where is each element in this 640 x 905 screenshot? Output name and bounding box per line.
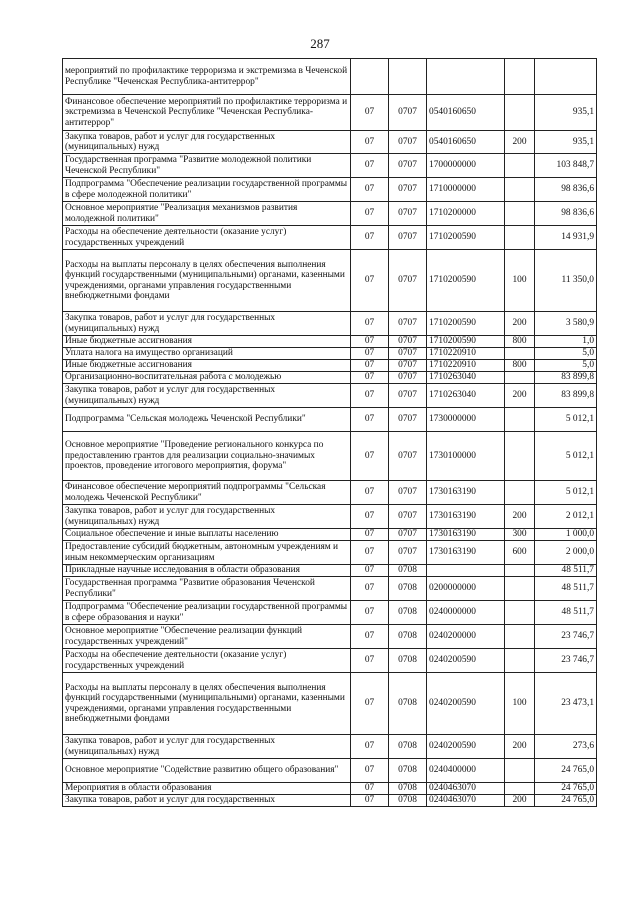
section-code-cell: 07	[351, 360, 389, 372]
amount-cell	[535, 59, 597, 95]
expense-type-cell	[505, 95, 535, 131]
target-article-cell	[427, 59, 505, 95]
expense-name-cell: Закупка товаров, работ и услуг для государственных (муниципальных) нужд	[63, 735, 351, 759]
table-row	[63, 783, 597, 795]
target-article-cell: 1710200590	[427, 250, 505, 312]
section-code-cell: 07	[351, 759, 389, 783]
amount-cell: 98 836,6	[535, 202, 597, 226]
amount-cell: 23 746,7	[535, 625, 597, 649]
section-code-cell: 07	[351, 312, 389, 336]
expense-name-cell: Основное мероприятие "Реализация механизмов развития молодежной политики"	[63, 202, 351, 226]
table-row	[63, 202, 597, 226]
table-row	[63, 59, 597, 95]
expense-type-cell	[505, 432, 535, 481]
table-row	[63, 131, 597, 154]
table-row	[63, 312, 597, 336]
expense-type-cell	[505, 348, 535, 360]
table-row	[63, 577, 597, 601]
expense-type-cell: 200	[505, 312, 535, 336]
amount-cell: 1,0	[535, 336, 597, 348]
table-row	[63, 759, 597, 783]
amount-cell: 14 931,9	[535, 226, 597, 250]
expense-name-cell: Государственная программа "Развитие молодежной политики Чеченской Республики"	[63, 154, 351, 178]
table-row	[63, 673, 597, 735]
section-code-cell: 07	[351, 541, 389, 565]
section-code-cell: 07	[351, 481, 389, 505]
amount-cell: 935,1	[535, 131, 597, 154]
expense-type-cell	[505, 154, 535, 178]
table-row	[63, 250, 597, 312]
expense-type-cell: 200	[505, 131, 535, 154]
expense-type-cell	[505, 783, 535, 795]
subsection-code-cell: 0708	[389, 673, 427, 735]
section-code-cell: 07	[351, 601, 389, 625]
expense-name-cell: Закупка товаров, работ и услуг для государственных	[63, 795, 351, 807]
expense-name-cell: Подпрограмма "Обеспечение реализации государственной программы в сфере молодежной политики"	[63, 178, 351, 202]
table-row	[63, 565, 597, 577]
target-article-cell: 1730163190	[427, 529, 505, 541]
section-code-cell: 07	[351, 649, 389, 673]
amount-cell: 5 012,1	[535, 408, 597, 432]
target-article-cell: 1730100000	[427, 432, 505, 481]
section-code-cell: 07	[351, 372, 389, 384]
subsection-code-cell: 0707	[389, 250, 427, 312]
amount-cell: 11 350,0	[535, 250, 597, 312]
table-row	[63, 384, 597, 408]
amount-cell: 935,1	[535, 95, 597, 131]
subsection-code-cell: 0708	[389, 783, 427, 795]
target-article-cell: 0540160650	[427, 95, 505, 131]
target-article-cell: 1730000000	[427, 408, 505, 432]
expense-type-cell	[505, 649, 535, 673]
subsection-code-cell: 0707	[389, 360, 427, 372]
section-code-cell: 07	[351, 783, 389, 795]
section-code-cell: 07	[351, 565, 389, 577]
expense-type-cell: 200	[505, 795, 535, 807]
expense-name-cell: Подпрограмма "Сельская молодежь Чеченской Республики"	[63, 408, 351, 432]
subsection-code-cell: 0707	[389, 541, 427, 565]
subsection-code-cell: 0707	[389, 372, 427, 384]
target-article-cell: 1710000000	[427, 178, 505, 202]
expense-type-cell	[505, 59, 535, 95]
target-article-cell: 1710263040	[427, 384, 505, 408]
expense-name-cell: Закупка товаров, работ и услуг для государственных (муниципальных) нужд	[63, 131, 351, 154]
subsection-code-cell: 0707	[389, 226, 427, 250]
target-article-cell: 1710220910	[427, 360, 505, 372]
section-code-cell: 07	[351, 178, 389, 202]
table-row	[63, 178, 597, 202]
amount-cell: 24 765,0	[535, 783, 597, 795]
amount-cell: 23 473,1	[535, 673, 597, 735]
target-article-cell: 1710200000	[427, 202, 505, 226]
expense-name-cell: мероприятий по профилактике терроризма и экстремизма в Чеченской Республике "Чеченская Республика-антитеррор"	[63, 59, 351, 95]
target-article-cell: 0240400000	[427, 759, 505, 783]
expense-type-cell: 300	[505, 529, 535, 541]
amount-cell: 23 746,7	[535, 649, 597, 673]
expense-type-cell: 200	[505, 735, 535, 759]
amount-cell: 2 012,1	[535, 505, 597, 529]
expense-type-cell: 600	[505, 541, 535, 565]
expense-name-cell: Подпрограмма "Обеспечение реализации государственной программы в сфере образования и науки"	[63, 601, 351, 625]
table-row	[63, 481, 597, 505]
subsection-code-cell: 0707	[389, 336, 427, 348]
target-article-cell: 0240200590	[427, 673, 505, 735]
target-article-cell: 0240200590	[427, 649, 505, 673]
section-code-cell: 07	[351, 432, 389, 481]
subsection-code-cell: 0707	[389, 154, 427, 178]
expense-type-cell	[505, 601, 535, 625]
expense-name-cell: Расходы на обеспечение деятельности (оказание услуг) государственных учреждений	[63, 226, 351, 250]
expense-name-cell: Расходы на выплаты персоналу в целях обеспечения выполнения функций государственными (муниципальными) органами, казенными учреждениями, органами управления государственными внебюджетными фондами	[63, 673, 351, 735]
target-article-cell: 0540160650	[427, 131, 505, 154]
section-code-cell: 07	[351, 529, 389, 541]
subsection-code-cell: 0707	[389, 312, 427, 336]
target-article-cell: 1710200590	[427, 226, 505, 250]
subsection-code-cell: 0707	[389, 481, 427, 505]
expense-name-cell: Мероприятия в области образования	[63, 783, 351, 795]
amount-cell: 273,6	[535, 735, 597, 759]
budget-table	[62, 58, 597, 807]
expense-type-cell: 100	[505, 673, 535, 735]
expense-type-cell	[505, 202, 535, 226]
subsection-code-cell: 0707	[389, 95, 427, 131]
target-article-cell: 0200000000	[427, 577, 505, 601]
amount-cell: 83 899,8	[535, 372, 597, 384]
expense-name-cell: Иные бюджетные ассигнования	[63, 360, 351, 372]
target-article-cell: 1710220910	[427, 348, 505, 360]
amount-cell: 3 580,9	[535, 312, 597, 336]
subsection-code-cell: 0708	[389, 625, 427, 649]
expense-type-cell: 100	[505, 250, 535, 312]
expense-type-cell	[505, 565, 535, 577]
expense-name-cell: Закупка товаров, работ и услуг для государственных (муниципальных) нужд	[63, 312, 351, 336]
amount-cell: 2 000,0	[535, 541, 597, 565]
table-row	[63, 348, 597, 360]
target-article-cell: 1710263040	[427, 372, 505, 384]
section-code-cell	[351, 59, 389, 95]
subsection-code-cell: 0707	[389, 408, 427, 432]
subsection-code-cell: 0708	[389, 565, 427, 577]
expense-type-cell: 200	[505, 505, 535, 529]
amount-cell: 5,0	[535, 360, 597, 372]
table-row	[63, 408, 597, 432]
expense-name-cell: Основное мероприятие "Проведение регионального конкурса по предоставлению грантов для реализации социально-значимых проектов, проведение итогового мероприятия, форума"	[63, 432, 351, 481]
subsection-code-cell: 0708	[389, 649, 427, 673]
table-row	[63, 541, 597, 565]
table-row	[63, 360, 597, 372]
amount-cell: 1 000,0	[535, 529, 597, 541]
table-row	[63, 625, 597, 649]
section-code-cell: 07	[351, 673, 389, 735]
table-row	[63, 649, 597, 673]
amount-cell: 103 848,7	[535, 154, 597, 178]
expense-name-cell: Закупка товаров, работ и услуг для государственных (муниципальных) нужд	[63, 505, 351, 529]
table-row	[63, 601, 597, 625]
target-article-cell: 0240200590	[427, 735, 505, 759]
amount-cell: 5 012,1	[535, 481, 597, 505]
subsection-code-cell: 0708	[389, 577, 427, 601]
target-article-cell: 1710200590	[427, 336, 505, 348]
subsection-code-cell: 0707	[389, 178, 427, 202]
subsection-code-cell: 0707	[389, 432, 427, 481]
subsection-code-cell: 0707	[389, 529, 427, 541]
target-article-cell: 1730163190	[427, 541, 505, 565]
amount-cell: 24 765,0	[535, 795, 597, 807]
section-code-cell: 07	[351, 226, 389, 250]
subsection-code-cell: 0708	[389, 601, 427, 625]
amount-cell: 5 012,1	[535, 432, 597, 481]
expense-type-cell	[505, 178, 535, 202]
section-code-cell: 07	[351, 336, 389, 348]
section-code-cell: 07	[351, 154, 389, 178]
expense-name-cell: Прикладные научные исследования в области образования	[63, 565, 351, 577]
expense-name-cell: Государственная программа "Развитие образования Чеченской Республики"	[63, 577, 351, 601]
section-code-cell: 07	[351, 408, 389, 432]
expense-type-cell	[505, 226, 535, 250]
expense-name-cell: Предоставление субсидий бюджетным, автономным учреждениям и иным некоммерческим организациям	[63, 541, 351, 565]
subsection-code-cell: 0707	[389, 384, 427, 408]
expense-name-cell: Расходы на обеспечение деятельности (оказание услуг) государственных учреждений	[63, 649, 351, 673]
section-code-cell: 07	[351, 505, 389, 529]
table-row	[63, 95, 597, 131]
section-code-cell: 07	[351, 95, 389, 131]
expense-type-cell: 200	[505, 384, 535, 408]
section-code-cell: 07	[351, 577, 389, 601]
target-article-cell: 1730163190	[427, 505, 505, 529]
expense-name-cell: Уплата налога на имущество организаций	[63, 348, 351, 360]
table-row	[63, 735, 597, 759]
amount-cell: 48 511,7	[535, 577, 597, 601]
table-row	[63, 795, 597, 807]
target-article-cell: 0240000000	[427, 601, 505, 625]
amount-cell: 83 899,8	[535, 384, 597, 408]
table-row	[63, 154, 597, 178]
expense-type-cell	[505, 408, 535, 432]
expense-name-cell: Финансовое обеспечение мероприятий по профилактике терроризма и экстремизма в Чеченской Республике "Чеченская Республика-антитеррор"	[63, 95, 351, 131]
expense-type-cell	[505, 577, 535, 601]
section-code-cell: 07	[351, 795, 389, 807]
subsection-code-cell: 0708	[389, 759, 427, 783]
section-code-cell: 07	[351, 625, 389, 649]
subsection-code-cell: 0707	[389, 202, 427, 226]
page-number: 287	[310, 36, 330, 51]
target-article-cell: 1700000000	[427, 154, 505, 178]
expense-type-cell	[505, 481, 535, 505]
table-row	[63, 529, 597, 541]
subsection-code-cell: 0707	[389, 505, 427, 529]
target-article-cell: 0240463070	[427, 783, 505, 795]
amount-cell: 48 511,7	[535, 565, 597, 577]
section-code-cell: 07	[351, 735, 389, 759]
expense-type-cell	[505, 372, 535, 384]
subsection-code-cell: 0708	[389, 795, 427, 807]
target-article-cell: 1710200590	[427, 312, 505, 336]
expense-type-cell	[505, 759, 535, 783]
table-row	[63, 505, 597, 529]
subsection-code-cell: 0708	[389, 735, 427, 759]
expense-name-cell: Основное мероприятие "Обеспечение реализации функций государственных учреждений"	[63, 625, 351, 649]
target-article-cell: 0240200000	[427, 625, 505, 649]
section-code-cell: 07	[351, 348, 389, 360]
expense-type-cell: 800	[505, 336, 535, 348]
expense-name-cell: Закупка товаров, работ и услуг для государственных (муниципальных) нужд	[63, 384, 351, 408]
expense-name-cell: Расходы на выплаты персоналу в целях обеспечения выполнения функций государственными (муниципальными) органами, казенными учреждениями, органами управления государственными внебюджетными фондами	[63, 250, 351, 312]
target-article-cell	[427, 565, 505, 577]
amount-cell: 24 765,0	[535, 759, 597, 783]
section-code-cell: 07	[351, 384, 389, 408]
section-code-cell: 07	[351, 202, 389, 226]
target-article-cell: 1730163190	[427, 481, 505, 505]
amount-cell: 48 511,7	[535, 601, 597, 625]
expense-name-cell: Финансовое обеспечение мероприятий подпрограммы "Сельская молодежь Чеченской Республики"	[63, 481, 351, 505]
table-row	[63, 226, 597, 250]
amount-cell: 5,0	[535, 348, 597, 360]
expense-name-cell: Основное мероприятие "Содействие развитию общего образования"	[63, 759, 351, 783]
subsection-code-cell	[389, 59, 427, 95]
expense-name-cell: Организационно-воспитательная работа с молодежью	[63, 372, 351, 384]
subsection-code-cell: 0707	[389, 348, 427, 360]
expense-type-cell: 800	[505, 360, 535, 372]
target-article-cell: 0240463070	[427, 795, 505, 807]
expense-type-cell	[505, 625, 535, 649]
table-row	[63, 336, 597, 348]
table-row	[63, 432, 597, 481]
expense-name-cell: Социальное обеспечение и иные выплаты населению	[63, 529, 351, 541]
section-code-cell: 07	[351, 250, 389, 312]
section-code-cell: 07	[351, 131, 389, 154]
table-row	[63, 372, 597, 384]
amount-cell: 98 836,6	[535, 178, 597, 202]
subsection-code-cell: 0707	[389, 131, 427, 154]
expense-name-cell: Иные бюджетные ассигнования	[63, 336, 351, 348]
